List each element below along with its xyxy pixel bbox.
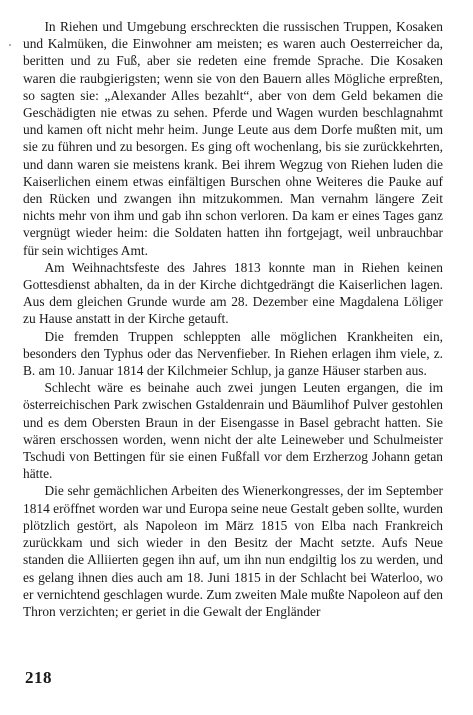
paragraph-5: Die sehr gemächlichen Arbeiten des Wienerkongresses, der im September 1814 eröffnet worden war und Europa seine neue Gestalt geben sollte, wurden plötzlich gestört, als Napoleon im März 1815 von Elba nach Frankreich zurückkam und sich wieder in den Besitz der Macht setzte. Aufs Neue standen die Alliierten gegen ihn auf, um ihn nun endgiltig los zu werden, und es gelang ihnen dies auch am 18. Juni 1815 in der Schlacht bei Waterloo, wo er vernichtend geschlagen wurde. Zum zweiten Male mußte Napoleon auf den Thron verzichten; er geriet in die Gewalt der Engländer (23, 483, 443, 619)
paragraph-3: Die fremden Truppen schleppten alle möglichen Krankheiten ein, besonders den Typhus oder das Nervenfieber. In Riehen erlagen ihm viele, z. B. am 10. Januar 1814 der Kilchmeier Schlup, ja ganze Häuser starben aus. (23, 328, 443, 379)
paragraph-4: Schlecht wäre es beinahe auch zwei jungen Leuten ergangen, die im österreichischen Park zwischen Gstaldenrain und Bäumlihof Pulver gestohlen und es dem Obersten Braun in der Eisengasse in Basel gebracht hatten. Sie wären erschossen worden, wenn nicht der alte Leineweber und Schulmeister Tschudi von Bettingen für sie einen Fußfall vor dem Erzherzog Johann getan hätte. (23, 380, 443, 482)
body-text (23, 18, 443, 620)
paragraph-2: Am Weihnachtsfeste des Jahres 1813 konnte man in Riehen keinen Gottesdienst abhalten, da in der Kirche dichtgedrängt die Kaiserlichen lagen. Aus dem gleichen Grunde wurde am 28. Dezember eine Magdalena Löliger zu Hause anstatt in der Kirche getauft. (23, 259, 443, 327)
scan-speck (9, 44, 11, 46)
page-number: 218 (25, 668, 52, 687)
paragraph-1: In Riehen und Umgebung erschreckten die russischen Truppen, Kosaken und Kalmüken, die Einwohner am meisten; es waren auch Oesterreicher da, beritten und zu Fuß, aber sie redeten eine fremde Sprache. Die Kosaken waren die raubgierigsten; wenn sie von den Bauern alles Mögliche erpreßten, so sagten sie: „Alexander Alles bezahlt“, aber von dem Geld bekamen die Geschädigten nie etwas zu sehen. Pferde und Wagen wurden beschlagnahmt und kamen oft nicht mehr heim. Junge Leute aus dem Dorfe mußten mit, um sie zu führen und zu besorgen. Es ging oft wochenlang, bis sie zurückkehrten, und dann waren sie meistens krank. Bei ihrem Wegzug von Riehen luden die Kaiserlichen einem etwas einfältigen Burschen ohne Weiteres die Pauke auf den Rücken und zwangen ihn mitzukommen. Man vernahm längere Zeit nichts mehr von ihm und gab ihn schon verloren. Da kam er eines Tages ganz vergnügt wieder heim: die Soldaten hatten ihn fortgejagt, weil unbrauchbar für sein wichtiges Amt. (23, 19, 443, 258)
